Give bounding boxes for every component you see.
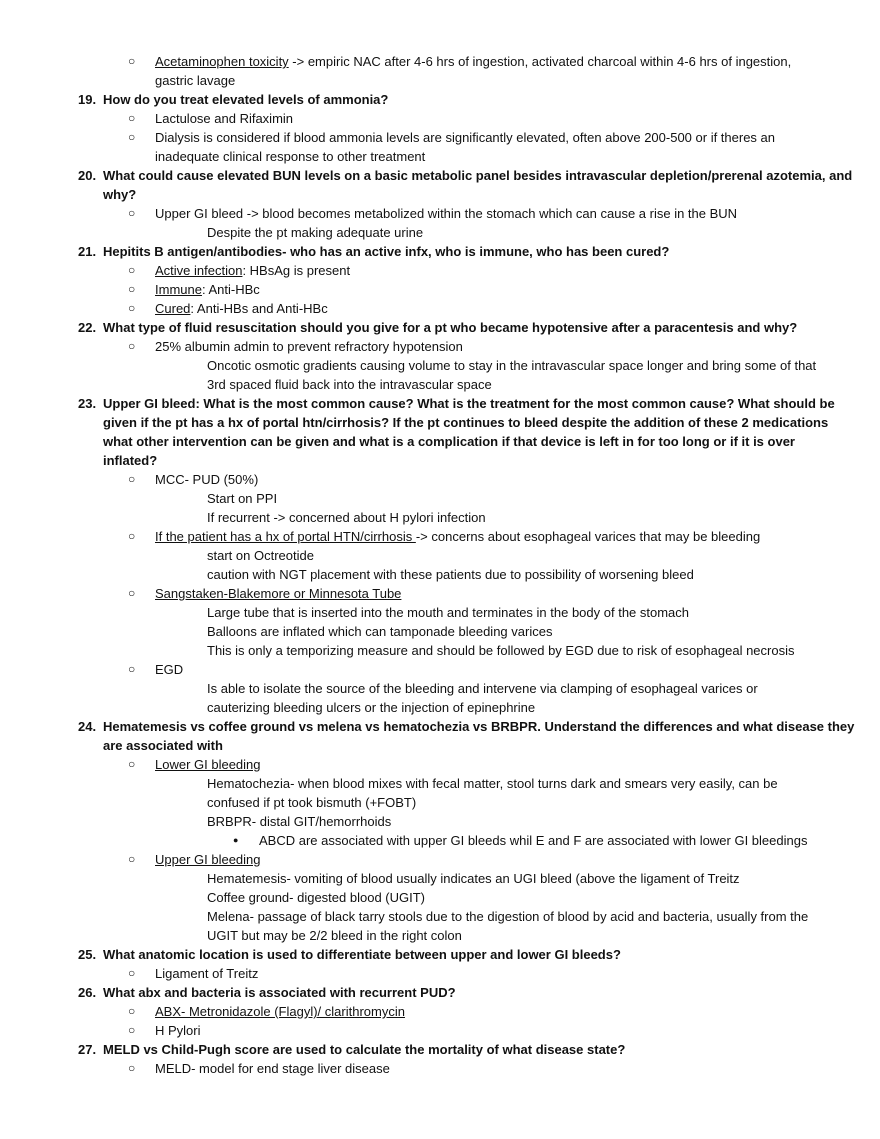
indented-note: Large tube that is inserted into the mouth and terminates in the body of the stomach [207,605,690,620]
bullet-body: MELD- model for end stage liver disease [155,1061,390,1076]
question-text-continued: given if the pt has a hx of portal htn/cirrhosis? If the pt continues to bleed despite the addition of these 2 medications [103,415,829,430]
document-line [0,698,880,717]
bullet-body: EGD [155,662,184,677]
hollow-bullet-icon: ○ [128,301,136,315]
bullet-body: Lactulose and Rifaximin [155,111,294,126]
document-line [0,413,880,432]
bullet-body: : Anti-HBc [201,282,260,297]
question-number: 20. [78,168,97,183]
indented-note: cauterizing bleeding ulcers or the injection of epinephrine [207,700,536,715]
hollow-bullet-icon: ○ [128,339,136,353]
indented-note: Hematochezia- when blood mixes with fecal matter, stool turns dark and smears very easily, can be [207,776,778,791]
bullet-text [155,337,463,356]
question-number: 19. [78,92,97,107]
indented-note: caution with NGT placement with these patients due to possibility of worsening bleed [207,567,694,582]
indented-note: BRBPR- distal GIT/hemorrhoids [207,814,392,829]
question-number: 25. [78,947,97,962]
bullet-body: Ligament of Treitz [155,966,259,981]
hollow-bullet-icon: ○ [128,130,136,144]
document-line [0,109,880,128]
question-text: Hematemesis vs coffee ground vs melena vs hematochezia vs BRBPR. Understand the differences and what disease they [103,719,855,734]
document-line [0,1002,880,1021]
bullet-text [155,128,775,147]
hollow-bullet-icon: ○ [128,472,136,486]
document-line [0,850,880,869]
document-line [0,375,880,394]
indented-note: This is only a temporizing measure and should be followed by EGD due to risk of esophageal necrosis [207,643,795,658]
document-line [0,983,880,1002]
question-number: 21. [78,244,97,259]
document-line [0,185,880,204]
document-line [0,1059,880,1078]
bullet-text [155,109,293,128]
underlined-term: ABX- Metronidazole (Flagyl)/ clarithromycin [155,1004,405,1019]
bullet-text [155,964,258,983]
indented-note: Oncotic osmotic gradients causing volume to stay in the intravascular space longer and bring some of that [207,358,817,373]
document-line [0,261,880,280]
hollow-bullet-icon: ○ [128,282,136,296]
document-line [0,52,880,71]
document-line [0,622,880,641]
document-line [0,736,880,755]
document-line [0,280,880,299]
document-line [0,451,880,470]
bullet-body: 25% albumin admin to prevent refractory hypotension [155,339,463,354]
document-line [0,166,880,185]
document-line [0,1040,880,1059]
underlined-term: Upper GI bleeding [155,852,261,867]
document-line [0,812,880,831]
indented-note: confused if pt took bismuth (+FOBT) [207,795,417,810]
question-text-continued: why? [103,187,137,202]
document-line [0,660,880,679]
question-text: What anatomic location is used to differentiate between upper and lower GI bleeds? [103,947,621,962]
bullet-body: Upper GI bleed -> blood becomes metabolized within the stomach which can cause a rise in the BUN [155,206,738,221]
question-text: What type of fluid resuscitation should you give for a pt who became hypotensive after a paracentesis and why? [103,320,798,335]
document-line [0,964,880,983]
hollow-bullet-icon: ○ [128,966,136,980]
document-line [0,565,880,584]
indented-note: UGIT but may be 2/2 bleed in the right colon [207,928,462,943]
document-line [0,1021,880,1040]
indented-note: Start on PPI [207,491,278,506]
hollow-bullet-icon: ○ [128,111,136,125]
document-line [0,394,880,413]
indented-note: Coffee ground- digested blood (UGIT) [207,890,425,905]
document-line [0,888,880,907]
question-text: What abx and bacteria is associated with recurrent PUD? [103,985,456,1000]
bullet-body: -> empiric NAC after 4-6 hrs of ingestion, activated charcoal within 4-6 hrs of ingestion, [288,54,792,69]
underlined-term: Acetaminophen toxicity [155,54,289,69]
document-line [0,223,880,242]
underlined-term: Cured [155,301,191,316]
document-line [0,603,880,622]
bullet-body: : HBsAg is present [242,263,351,278]
bullet-text-continued: gastric lavage [155,73,236,88]
question-text: How do you treat elevated levels of ammonia? [103,92,389,107]
indented-note: 3rd spaced fluid back into the intravascular space [207,377,492,392]
document-line [0,755,880,774]
bullet-text-continued: inadequate clinical response to other treatment [155,149,426,164]
document-line [0,71,880,90]
hollow-bullet-icon: ○ [128,852,136,866]
hollow-bullet-icon: ○ [128,1061,136,1075]
underlined-term: Active infection [155,263,243,278]
bullet-text [155,584,401,603]
document-line [0,869,880,888]
document-line [0,774,880,793]
question-text-continued: inflated? [103,453,158,468]
document-line [0,90,880,109]
bullet-body: MCC- PUD (50%) [155,472,259,487]
indented-note: Despite the pt making adequate urine [207,225,424,240]
question-number: 23. [78,396,97,411]
bullet-text [155,660,183,679]
document-line [0,831,880,850]
question-text: Hepitits B antigen/antibodies- who has an active infx, who is immune, who has been cured? [103,244,670,259]
document-line [0,926,880,945]
bullet-text [155,261,350,280]
bullet-text [155,52,791,71]
document-line [0,337,880,356]
question-text: Upper GI bleed: What is the most common cause? What is the treatment for the most common cause? What should be [103,396,835,411]
document-line [0,147,880,166]
bullet-body: -> concerns about esophageal varices that may be bleeding [415,529,761,544]
document-line [0,641,880,660]
sub-bullet-text: ABCD are associated with upper GI bleeds whil E and F are associated with lower GI bleedings [259,833,808,848]
hollow-bullet-icon: ○ [128,662,136,676]
bullet-text [155,1059,390,1078]
bullet-text [155,850,261,869]
document-line [0,527,880,546]
question-number: 22. [78,320,97,335]
bullet-body: H Pylori [155,1023,201,1038]
bullet-text [155,1021,201,1040]
bullet-text [155,1002,405,1021]
hollow-bullet-icon: ○ [128,1004,136,1018]
document-line [0,318,880,337]
hollow-bullet-icon: ○ [128,263,136,277]
document-line [0,907,880,926]
indented-note: start on Octreotide [207,548,314,563]
question-text: MELD vs Child-Pugh score are used to calculate the mortality of what disease state? [103,1042,626,1057]
filled-bullet-icon: ● [233,835,239,845]
bullet-body: Dialysis is considered if blood ammonia levels are significantly elevated, often above 200-500 or if theres an [155,130,776,145]
question-text-continued: are associated with [103,738,223,753]
document-line [0,945,880,964]
document-line [0,546,880,565]
question-text: What could cause elevated BUN levels on a basic metabolic panel besides intravascular depletion/prerenal azotemia, and [103,168,853,183]
hollow-bullet-icon: ○ [128,54,136,68]
question-text-continued: what other intervention can be given and what is a complication if that device is left in for too long or if it is over [103,434,795,449]
document-line [0,299,880,318]
question-number: 27. [78,1042,97,1057]
underlined-term: If the patient has a hx of portal HTN/cirrhosis [155,529,416,544]
hollow-bullet-icon: ○ [128,1023,136,1037]
hollow-bullet-icon: ○ [128,586,136,600]
indented-note: Hematemesis- vomiting of blood usually indicates an UGI bleed (above the ligament of Treitz [207,871,740,886]
document-line [0,584,880,603]
indented-note: If recurrent -> concerned about H pylori infection [207,510,486,525]
bullet-text [155,755,261,774]
document-line [0,489,880,508]
document-line [0,128,880,147]
underlined-term: Immune [155,282,202,297]
document-line [0,432,880,451]
document-line [0,242,880,261]
hollow-bullet-icon: ○ [128,529,136,543]
bullet-text [155,470,258,489]
bullet-text [155,280,260,299]
indented-note: Is able to isolate the source of the bleeding and intervene via clamping of esophageal varices or [207,681,758,696]
document-line [0,470,880,489]
hollow-bullet-icon: ○ [128,757,136,771]
document-line [0,717,880,736]
document-page [0,52,880,1078]
document-line [0,793,880,812]
indented-note: Balloons are inflated which can tamponade bleeding varices [207,624,553,639]
bullet-body: : Anti-HBs and Anti-HBc [190,301,328,316]
indented-note: Melena- passage of black tarry stools due to the digestion of blood by acid and bacteria, usually from the [207,909,809,924]
underlined-term: Lower GI bleeding [155,757,261,772]
document-line [0,204,880,223]
question-number: 26. [78,985,97,1000]
bullet-text [155,204,737,223]
document-line [0,356,880,375]
question-number: 24. [78,719,97,734]
hollow-bullet-icon: ○ [128,206,136,220]
document-line [0,508,880,527]
bullet-text [155,527,760,546]
bullet-text [155,299,328,318]
document-line [0,679,880,698]
underlined-term: Sangstaken-Blakemore or Minnesota Tube [155,586,402,601]
